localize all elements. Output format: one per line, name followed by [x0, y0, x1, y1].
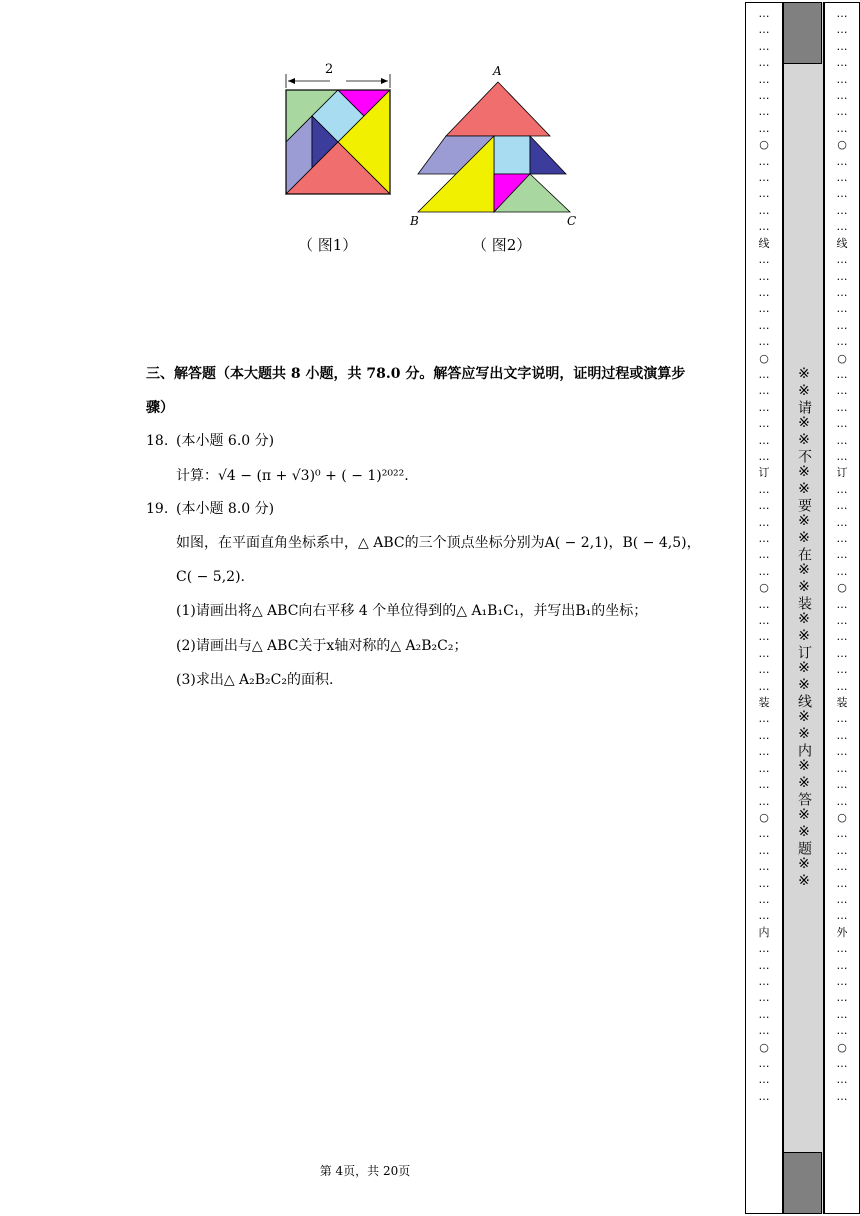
fig2-blue-square — [494, 136, 530, 174]
tangram-figures — [276, 64, 596, 260]
figure-2-tree — [418, 82, 570, 212]
vertex-a-label: A — [493, 64, 502, 78]
fig1-caption: （ 图1） — [298, 236, 358, 254]
vertex-b-label: B — [410, 214, 419, 228]
q19-part2: (2)请画出与△ ABC关于x轴对称的△ A₂B₂C₂； — [176, 638, 468, 654]
tangram-svg — [276, 64, 596, 260]
outer-binding-marks: … … … … … … … … ○ … … … … … 线 … … … … … … ○ … … … … … … 订 … … … … … … ○ … … … … … … 装 … … … … … … ○ … … … … … … 外 … … … … … … ○ … … … — [836, 7, 848, 1103]
binding-gray-top-block — [783, 2, 822, 64]
q19-part3: (3)求出△ A₂B₂C₂的面积. — [176, 672, 334, 688]
page-footer: 第 4页，共 20页 — [319, 1164, 411, 1178]
fig2-navy-triangle — [530, 136, 566, 174]
q18-points: (本小题 6.0 分) — [176, 433, 275, 449]
vertex-c-label: C — [567, 214, 577, 228]
binding-gray-bottom-block — [783, 1152, 822, 1214]
fig2-top-red-triangle — [446, 82, 550, 136]
q19-part1: (1)请画出将△ ABC向右平移 4 个单位得到的△ A₁B₁C₁，并写出B₁的坐标； — [176, 603, 648, 619]
inner-binding-marks: … … … … … … … … ○ … … … … … 线 … … … … … … ○ … … … … … … 订 … … … … … … ○ … … … … … … 装 … … … … … … ○ … … … … … … 内 … … … … … … ○ … … … — [758, 7, 770, 1103]
q18-expression: 计算：√4 − (π + √3)⁰ + ( − 1)²⁰²². — [176, 468, 409, 484]
section-heading-line1: 三、解答题（本大题共 8 小题，共 78.0 分。解答应写出文字说明，证明过程或演算步 — [146, 366, 686, 382]
section-heading-line2: 骤） — [146, 400, 174, 416]
q19-points: (本小题 8.0 分) — [176, 501, 275, 517]
figure-1-square — [286, 73, 390, 194]
q19-stem-line1: 如图，在平面直角坐标系中，△ ABC的三个顶点坐标分别为A( − 2,1)，B( − 4,5)， — [176, 535, 701, 551]
binding-warning-text: ※※请※※不※※要※※在※※装※※订※※线※※内※※答※※题※※ — [796, 366, 812, 890]
q18-number: 18. — [146, 433, 169, 449]
fig1-side-label: 2 — [325, 62, 334, 77]
fig2-caption: （ 图2） — [472, 236, 532, 254]
q19-number: 19. — [146, 501, 169, 517]
q19-stem-line2: C( − 5,2). — [176, 569, 245, 585]
